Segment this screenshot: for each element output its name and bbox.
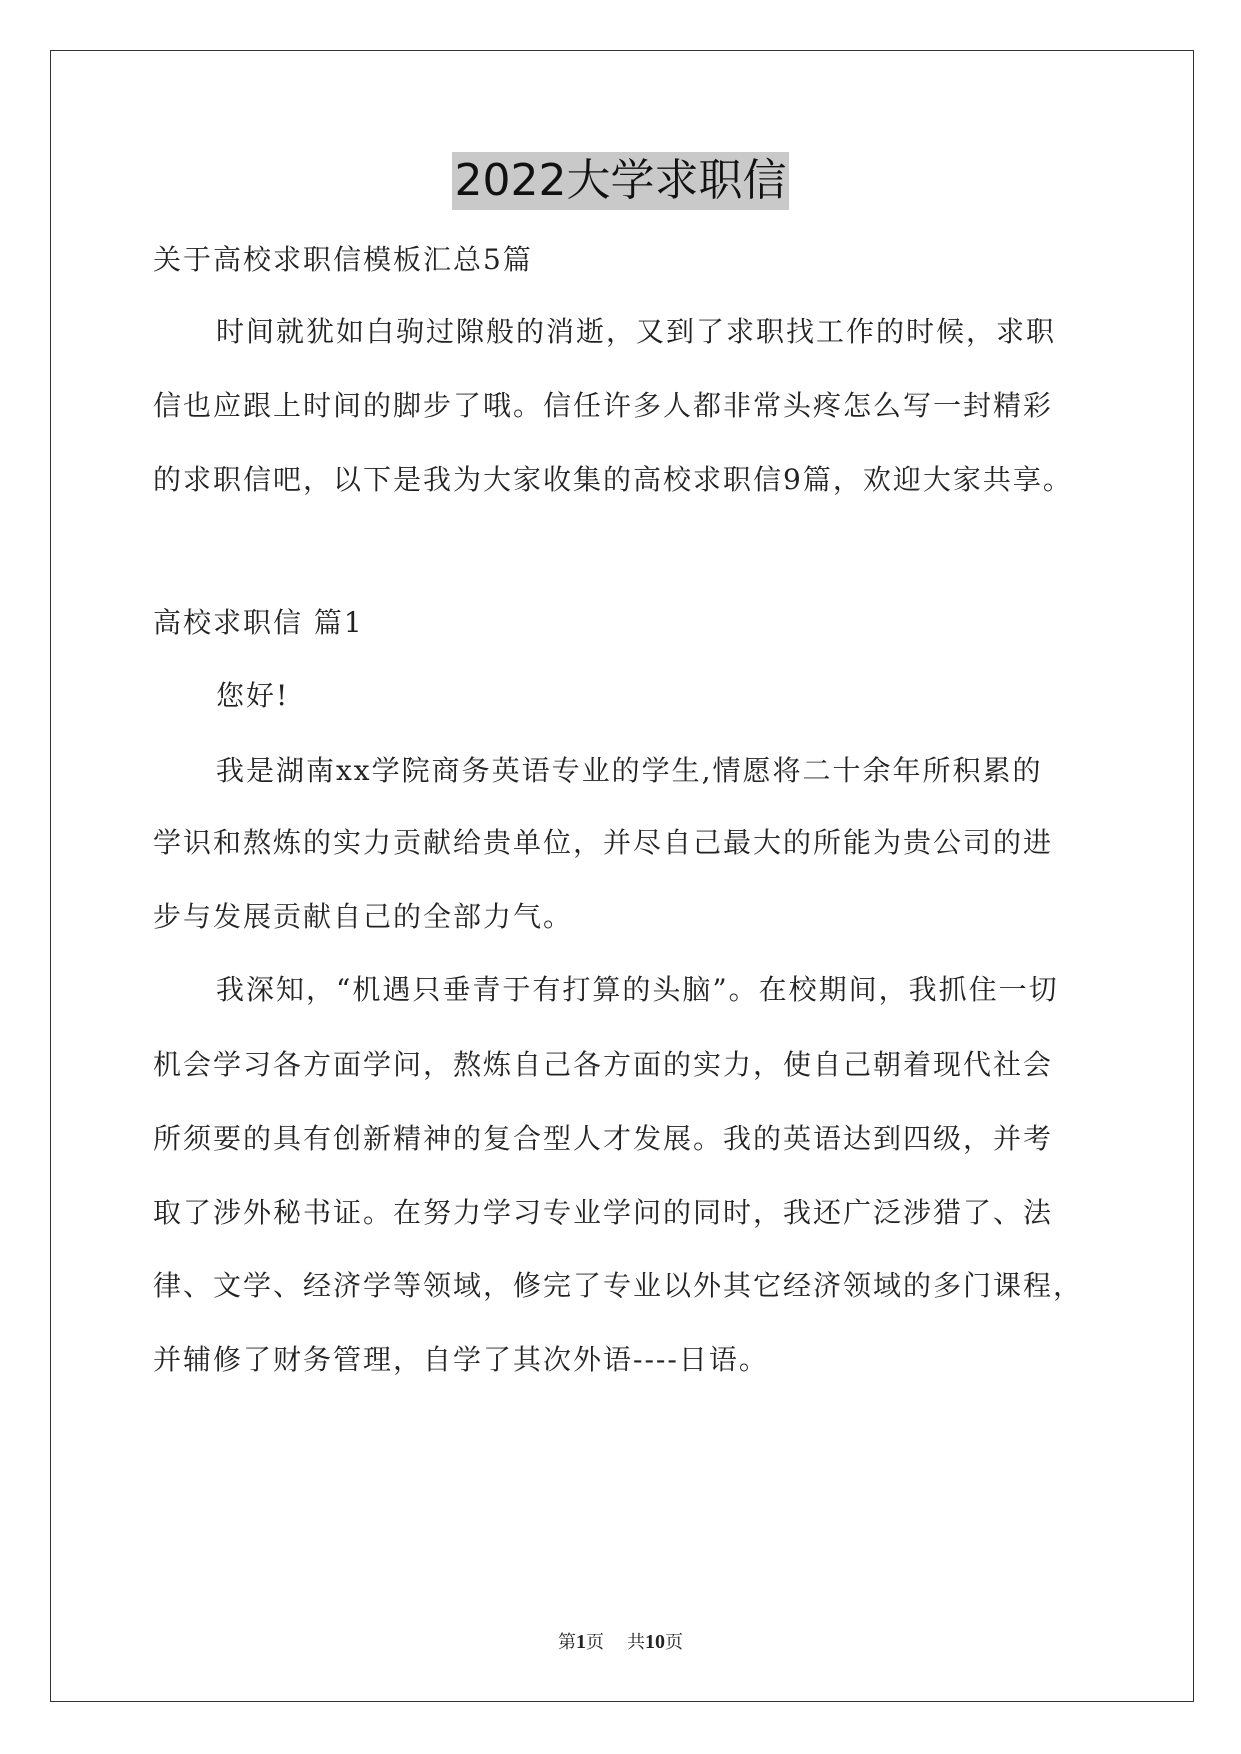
paragraph2-line-2: 机会学习各方面学问，熬炼自己各方面的实力，使自己朝着现代社会 <box>153 1048 1054 1081</box>
document-subtitle: 关于高校求职信模板汇总5篇 <box>153 243 533 276</box>
paragraph2-line-6: 并辅修了财务管理，自学了其次外语----日语。 <box>153 1343 769 1376</box>
paragraph2-line-3: 所须要的具有创新精神的复合型人才发展。我的英语达到四级，并考 <box>153 1122 1054 1155</box>
paragraph2-line-5: 律、文学、经济学等领域，修完了专业以外其它经济领域的多门课程， <box>153 1269 1084 1302</box>
paragraph2-line-1: 我深知，“机遇只垂青于有打算的头脑”。在校期间，我抓住一切 <box>216 973 1059 1006</box>
paragraph1-line-1: 我是湖南xx学院商务英语专业的学生,情愿将二十余年所积累的 <box>216 754 1043 787</box>
intro-line-2: 信也应跟上时间的脚步了哦。信任许多人都非常头疼怎么写一封精彩 <box>153 389 1054 422</box>
document-title: 2022大学求职信 <box>452 152 790 210</box>
paragraph1-line-3: 步与发展贡献自己的全部力气。 <box>153 900 574 933</box>
page-suffix: 页 <box>586 1632 605 1653</box>
intro-line-3: 的求职信吧，以下是我为大家收集的高校求职信9篇，欢迎大家共享。 <box>153 463 1073 496</box>
greeting: 您好! <box>216 679 290 712</box>
page-border <box>50 50 1194 1702</box>
paragraph1-line-2: 学识和熬炼的实力贡献给贵单位，并尽自己最大的所能为贵公司的进 <box>153 826 1054 859</box>
section-heading: 高校求职信 篇1 <box>153 606 364 639</box>
intro-line-1: 时间就犹如白驹过隙般的消逝，又到了求职找工作的时候，求职 <box>216 315 1057 348</box>
title-container <box>0 152 1241 210</box>
total-prefix: 共 <box>626 1632 645 1653</box>
total-suffix: 页 <box>664 1632 683 1653</box>
total-pages: 10 <box>644 1631 665 1653</box>
page-number: 1 <box>576 1631 587 1653</box>
paragraph2-line-4: 取了涉外秘书证。在努力学习专业学问的同时，我还广泛涉猎了、法 <box>153 1196 1054 1229</box>
page-prefix: 第 <box>558 1632 577 1653</box>
page-footer <box>0 1628 1241 1654</box>
